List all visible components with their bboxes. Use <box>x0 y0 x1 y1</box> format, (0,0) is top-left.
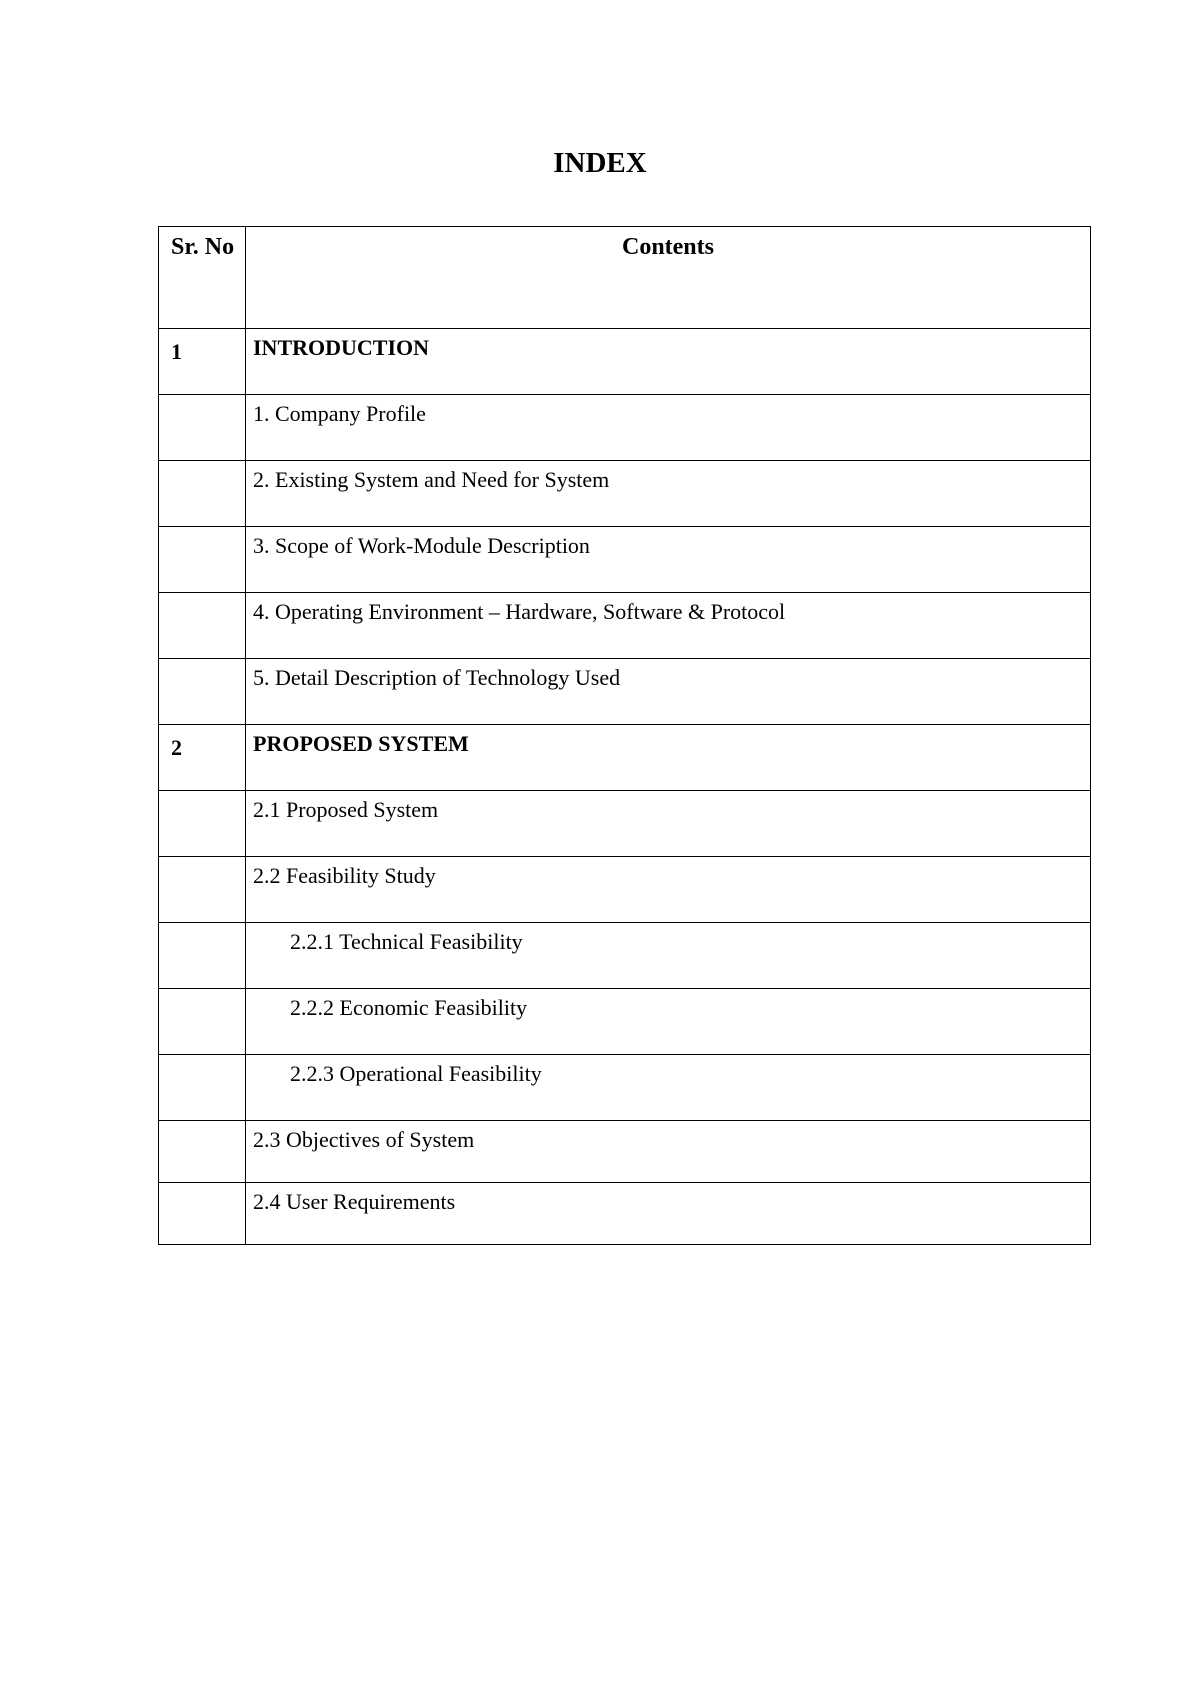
table-row <box>159 329 1091 395</box>
table-row <box>159 1121 1091 1183</box>
content-cell: 5. Detail Description of Technology Used <box>246 659 1091 725</box>
table-header-row <box>159 227 1091 329</box>
table-row <box>159 527 1091 593</box>
content-cell: 2.3 Objectives of System <box>246 1121 1091 1183</box>
table-row <box>159 461 1091 527</box>
table-row <box>159 857 1091 923</box>
content-cell: 3. Scope of Work-Module Description <box>246 527 1091 593</box>
table-row <box>159 1183 1091 1245</box>
sr-number-cell <box>159 659 246 725</box>
table-row <box>159 593 1091 659</box>
table-row <box>159 725 1091 791</box>
section-heading-cell: INTRODUCTION <box>246 329 1091 395</box>
content-cell: 2. Existing System and Need for System <box>246 461 1091 527</box>
content-cell: 1. Company Profile <box>246 395 1091 461</box>
table-row <box>159 791 1091 857</box>
sr-number-cell <box>159 791 246 857</box>
index-table <box>158 226 1091 1245</box>
content-cell: 2.2 Feasibility Study <box>246 857 1091 923</box>
content-cell: 2.2.3 Operational Feasibility <box>246 1055 1091 1121</box>
sr-number-cell <box>159 923 246 989</box>
table-row <box>159 1055 1091 1121</box>
header-contents: Contents <box>246 227 1091 329</box>
sr-number-cell <box>159 857 246 923</box>
sr-number-cell <box>159 461 246 527</box>
content-cell: 4. Operating Environment – Hardware, Software & Protocol <box>246 593 1091 659</box>
table-row <box>159 989 1091 1055</box>
sr-number-cell: 1 <box>159 329 246 395</box>
page-title: INDEX <box>553 147 647 179</box>
sr-number-cell <box>159 395 246 461</box>
sr-number-cell <box>159 1055 246 1121</box>
sr-number-cell <box>159 1183 246 1245</box>
content-cell: 2.4 User Requirements <box>246 1183 1091 1245</box>
table-row <box>159 395 1091 461</box>
header-sr-no: Sr. No <box>159 227 246 329</box>
content-cell: 2.1 Proposed System <box>246 791 1091 857</box>
sr-number-cell <box>159 593 246 659</box>
section-heading-cell: PROPOSED SYSTEM <box>246 725 1091 791</box>
content-cell: 2.2.2 Economic Feasibility <box>246 989 1091 1055</box>
sr-number-cell <box>159 989 246 1055</box>
table-row <box>159 659 1091 725</box>
sr-number-cell <box>159 1121 246 1183</box>
sr-number-cell <box>159 527 246 593</box>
content-cell: 2.2.1 Technical Feasibility <box>246 923 1091 989</box>
sr-number-cell: 2 <box>159 725 246 791</box>
table-row <box>159 923 1091 989</box>
